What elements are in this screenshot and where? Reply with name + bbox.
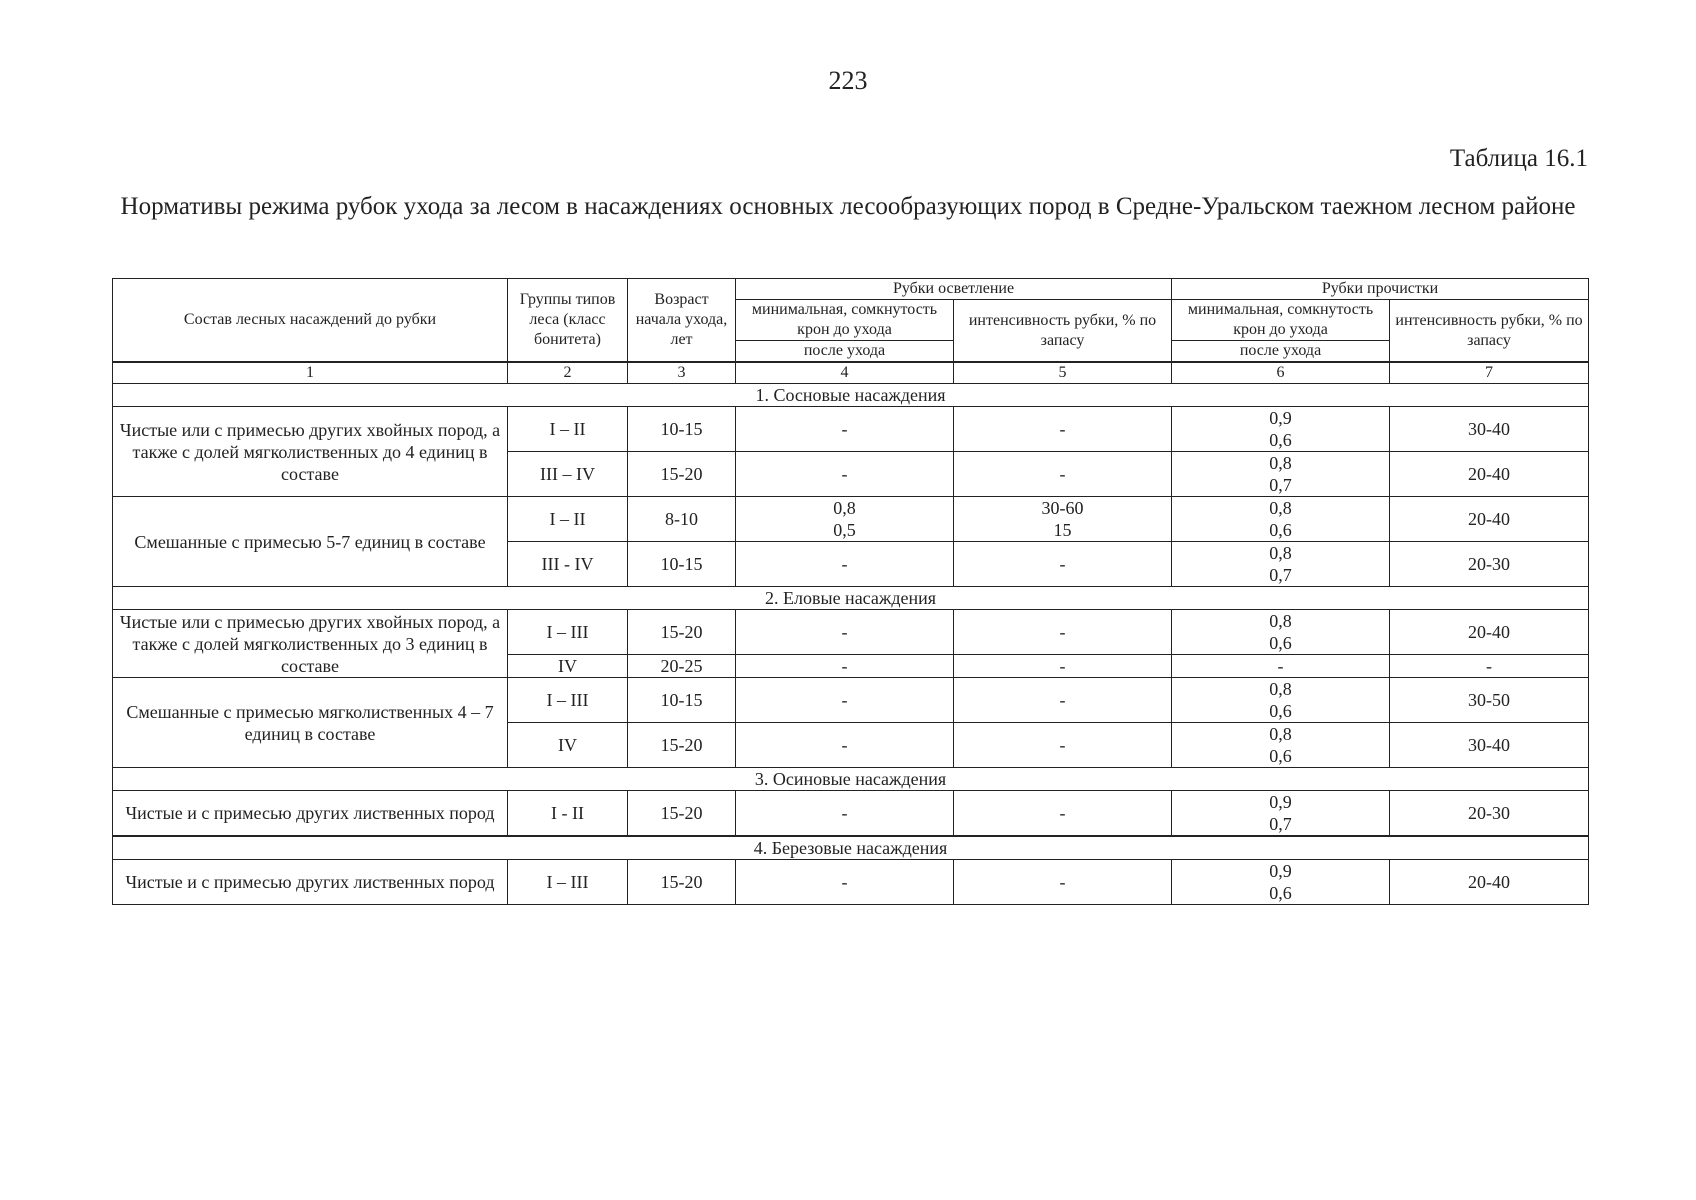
column-number: 1: [113, 362, 508, 384]
thinning-intensity-cell: 20-40: [1390, 497, 1589, 542]
start-age-cell: 10-15: [628, 542, 736, 587]
cleaning-closure-cell: [736, 610, 954, 655]
thinning-closure-cell: [1172, 497, 1390, 542]
header-after-2: после ухода: [1172, 341, 1390, 363]
table-row: [113, 678, 1589, 723]
forest-group-cell: I – II: [508, 407, 628, 452]
composition-cell: Чистые и с примесью других лиственных пород: [113, 860, 508, 905]
column-number: 6: [1172, 362, 1390, 384]
value-intensity: -: [1059, 464, 1066, 484]
start-age-cell: 10-15: [628, 407, 736, 452]
value-after: 0,7: [1269, 814, 1292, 834]
thinning-closure-cell: [1172, 791, 1390, 837]
cleaning-closure-cell: [736, 791, 954, 837]
value-before: 0,9: [1269, 408, 1292, 428]
column-number: 5: [954, 362, 1172, 384]
header-forest-group: Группы типов леса (класс бонитета): [508, 279, 628, 363]
cleaning-intensity-cell: [954, 610, 1172, 655]
value-before: 0,8: [1269, 724, 1292, 744]
start-age-cell: 10-15: [628, 678, 736, 723]
table-row: [113, 610, 1589, 655]
value-before: 0,9: [1269, 792, 1292, 812]
column-number: 4: [736, 362, 954, 384]
header-after-1: после ухода: [736, 341, 954, 363]
header-group-cleaning: Рубки осветление: [736, 279, 1172, 300]
composition-cell: Смешанные с примесью 5-7 единиц в составе: [113, 497, 508, 587]
thinning-intensity-cell: 20-40: [1390, 610, 1589, 655]
cleaning-intensity-cell: [954, 542, 1172, 587]
header-intensity-1: интенсивность рубки, % по запасу: [954, 300, 1172, 363]
cleaning-closure-cell: [736, 497, 954, 542]
cleaning-intensity-cell: [954, 678, 1172, 723]
cleaning-closure-cell: [736, 678, 954, 723]
table-row: [113, 407, 1589, 452]
cleaning-intensity-cell: [954, 497, 1172, 542]
cleaning-closure-cell: [736, 407, 954, 452]
value-before: 0,8: [1269, 679, 1292, 699]
forest-group-cell: IV: [508, 723, 628, 768]
thinning-closure-cell: [1172, 723, 1390, 768]
value-before: 0,8: [1269, 611, 1292, 631]
value-after: 0,7: [1269, 475, 1292, 495]
thinning-intensity-cell: 20-40: [1390, 452, 1589, 497]
section-row: [113, 384, 1589, 407]
thinning-intensity-cell: 20-30: [1390, 542, 1589, 587]
forest-group-cell: I – III: [508, 860, 628, 905]
section-row: [113, 768, 1589, 791]
cleaning-intensity-cell: [954, 860, 1172, 905]
cleaning-closure-cell: [736, 860, 954, 905]
cleaning-intensity-cell: [954, 407, 1172, 452]
value-after: 0,5: [833, 520, 856, 540]
value-before: -: [841, 622, 848, 642]
value-intensity: -: [1059, 622, 1066, 642]
forest-group-cell: I – II: [508, 497, 628, 542]
page-number: 223: [828, 66, 868, 95]
value-after: 0,6: [1269, 633, 1292, 653]
value-after: 0,6: [1269, 520, 1292, 540]
forest-group-cell: I – III: [508, 678, 628, 723]
norms-table: [112, 278, 1589, 905]
thinning-closure-cell: [1172, 452, 1390, 497]
value-intensity: -: [1059, 872, 1066, 892]
header-start-age: Возраст начала ухода, лет: [628, 279, 736, 363]
header-min-closure-2: минимальная, сомкнутость крон до ухода: [1172, 300, 1390, 341]
value-intensity: -: [1059, 803, 1066, 823]
header-intensity-2: интенсивность рубки, % по запасу: [1390, 300, 1589, 363]
value-intensity-2: 15: [1053, 520, 1072, 540]
cleaning-intensity-cell: [954, 723, 1172, 768]
table-row: [113, 860, 1589, 905]
cleaning-closure-cell: [736, 452, 954, 497]
section-title: 4. Березовые насаждения: [113, 836, 1589, 860]
value-after: 0,6: [1269, 883, 1292, 903]
start-age-cell: 15-20: [628, 452, 736, 497]
thinning-intensity-cell: 20-40: [1390, 860, 1589, 905]
thinning-intensity-cell: -: [1390, 655, 1589, 678]
value-before: -: [841, 690, 848, 710]
column-number: 2: [508, 362, 628, 384]
section-row: [113, 587, 1589, 610]
forest-group-cell: IV: [508, 655, 628, 678]
header-group-thinning: Рубки прочистки: [1172, 279, 1589, 300]
composition-cell: Чистые или с примесью других хвойных пород, а также с долей мягколиственных до 3 единиц в составе: [113, 610, 508, 678]
section-title: 2. Еловые насаждения: [113, 587, 1589, 610]
thinning-closure-cell: -: [1172, 655, 1390, 678]
start-age-cell: 15-20: [628, 791, 736, 837]
value-intensity: -: [1059, 690, 1066, 710]
composition-cell: Чистые и с примесью других лиственных пород: [113, 791, 508, 837]
column-number: 3: [628, 362, 736, 384]
value-before: 0,8: [1269, 498, 1292, 518]
header-composition: Состав лесных насаждений до рубки: [113, 279, 508, 363]
start-age-cell: 15-20: [628, 610, 736, 655]
table-row: [113, 791, 1589, 837]
composition-cell: Чистые или с примесью других хвойных пород, а также с долей мягколиственных до 4 единиц в составе: [113, 407, 508, 497]
forest-group-cell: I - II: [508, 791, 628, 837]
cleaning-closure-cell: -: [736, 655, 954, 678]
value-before: -: [841, 419, 848, 439]
table-row: [113, 497, 1589, 542]
thinning-closure-cell: [1172, 407, 1390, 452]
section-title: 1. Сосновые насаждения: [113, 384, 1589, 407]
composition-cell: Смешанные с примесью мягколиственных 4 – 7 единиц в составе: [113, 678, 508, 768]
value-intensity: -: [1059, 554, 1066, 574]
value-before: 0,8: [1269, 453, 1292, 473]
thinning-intensity-cell: 30-40: [1390, 723, 1589, 768]
thinning-intensity-cell: 30-40: [1390, 407, 1589, 452]
value-before: -: [841, 803, 848, 823]
table-number: Таблица 16.1: [1449, 145, 1588, 172]
value-before: -: [841, 554, 848, 574]
value-intensity: -: [1059, 419, 1066, 439]
forest-group-cell: III - IV: [508, 542, 628, 587]
value-before: -: [841, 735, 848, 755]
start-age-cell: 20-25: [628, 655, 736, 678]
section-title: 3. Осиновые насаждения: [113, 768, 1589, 791]
thinning-intensity-cell: 30-50: [1390, 678, 1589, 723]
value-intensity: -: [1059, 735, 1066, 755]
value-after: 0,6: [1269, 701, 1292, 721]
start-age-cell: 8-10: [628, 497, 736, 542]
value-before: 0,9: [1269, 861, 1292, 881]
table-title: Нормативы режима рубок ухода за лесом в насаждениях основных лесообразующих пород в Средне-Уральском таежном лесном районе: [120, 193, 1576, 220]
forest-group-cell: III – IV: [508, 452, 628, 497]
thinning-closure-cell: [1172, 860, 1390, 905]
value-before: -: [841, 464, 848, 484]
value-intensity: 30-60: [1041, 498, 1084, 518]
column-numbers-row: [113, 362, 1589, 384]
cleaning-closure-cell: [736, 723, 954, 768]
start-age-cell: 15-20: [628, 860, 736, 905]
value-after: 0,6: [1269, 430, 1292, 450]
cleaning-intensity-cell: -: [954, 655, 1172, 678]
value-before: 0,8: [1269, 543, 1292, 563]
column-number: 7: [1390, 362, 1589, 384]
thinning-closure-cell: [1172, 678, 1390, 723]
value-after: 0,6: [1269, 746, 1292, 766]
cleaning-closure-cell: [736, 542, 954, 587]
header-min-closure-1: минимальная, сомкнутость крон до ухода: [736, 300, 954, 341]
value-before: -: [841, 872, 848, 892]
value-after: 0,7: [1269, 565, 1292, 585]
cleaning-intensity-cell: [954, 452, 1172, 497]
start-age-cell: 15-20: [628, 723, 736, 768]
value-before: 0,8: [833, 498, 856, 518]
section-row: [113, 836, 1589, 860]
forest-group-cell: I – III: [508, 610, 628, 655]
cleaning-intensity-cell: [954, 791, 1172, 837]
table-body: [113, 384, 1589, 905]
thinning-closure-cell: [1172, 610, 1390, 655]
thinning-intensity-cell: 20-30: [1390, 791, 1589, 837]
thinning-closure-cell: [1172, 542, 1390, 587]
